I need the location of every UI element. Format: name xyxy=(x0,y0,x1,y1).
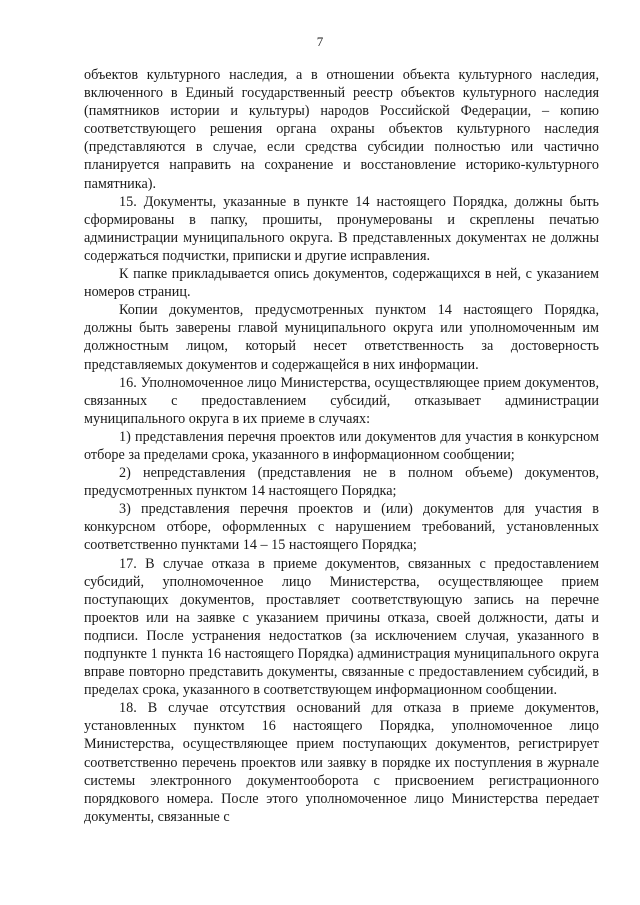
paragraph-3: К папке прикладывается опись документов, содержащихся в ней, с указанием номеров страниц. xyxy=(84,266,599,301)
paragraph-2: 15. Документы, указанные в пункте 14 настоящего Порядка, должны быть сформированы в папку, прошиты, пронумерованы и скреплены печатью администрации муниципального округа. В представленных документах не должны содержаться подчистки, приписки и другие исправления. xyxy=(84,193,599,264)
paragraph-5: 16. Уполномоченное лицо Министерства, осуществляющее прием документов, связанных с предоставлением субсидий, отказывает администрации муниципального округа в их приеме в случаях: xyxy=(84,374,599,427)
page-number: 7 xyxy=(316,34,324,49)
paragraph-7: 2) непредставления (представления не в полном объеме) документов, предусмотренных пунктом 14 настоящего Порядка; xyxy=(84,465,599,500)
paragraph-1: объектов культурного наследия, а в отношении объекта культурного наследия, включенного в Единый государственный реестр объектов культурного наследия (памятников истории и культуры) народов Российской Федерации, – копию соответствующего решения органа охраны объектов культурного наследия (представляются в случае, если средства субсидии полностью или частично планируется направить на сохранение и восстановление историко-культурного памятника). xyxy=(84,67,599,192)
document-body xyxy=(84,66,599,826)
paragraph-9: 17. В случае отказа в приеме документов, связанных с предоставлением субсидий, уполномоченное лицо Министерства, осуществляющее прием поступающих документов, проставляет соответствующую запись на перечне проектов или на заявке с указанием причины отказа, своей должности, даты и подписи. После устранения недостатков (за исключением случая, указанного в подпункте 1 пункта 16 настоящего Порядка) администрация муниципального округа вправе повторно представить документы, связанные с предоставлением субсидий, в пределах срока, указанного в соответствующем информационном сообщении. xyxy=(84,555,599,699)
paragraph-8: 3) представления перечня проектов и (или) документов для участия в конкурсном отборе, оформленных с нарушением требований, установленных соответственно пунктами 14 – 15 настоящего Порядка; xyxy=(84,501,599,554)
paragraph-6: 1) представления перечня проектов или документов для участия в конкурсном отборе за пределами срока, указанного в информационном сообщении; xyxy=(84,428,599,463)
paragraph-10: 18. В случае отсутствия оснований для отказа в приеме документов, установленных пунктом 16 настоящего Порядка, уполномоченное лицо Министерства, осуществляющее прием поступающих документов, регистрирует соответственно перечень проектов или заявку в порядке их поступления в журнале системы электронного документооборота с присвоением регистрационного порядкового номера. После этого уполномоченное лицо Министерства передает документы, связанные с xyxy=(84,700,599,825)
paragraph-4: Копии документов, предусмотренных пунктом 14 настоящего Порядка, должны быть заверены главой муниципального округа или уполномоченным им должностным лицом, который несет ответственность за достоверность представляемых документов и содержащейся в них информации. xyxy=(84,302,599,373)
